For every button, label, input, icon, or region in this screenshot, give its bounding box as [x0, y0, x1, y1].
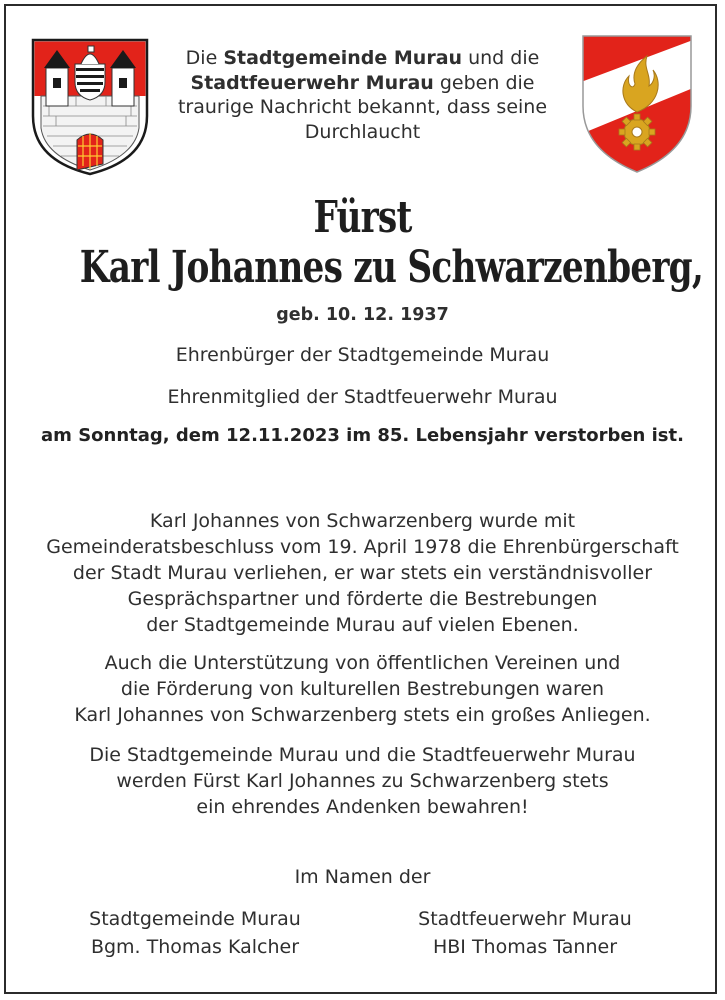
death-notice: am Sonntag, dem 12.11.2023 im 85. Lebensjahr verstorben ist. — [41, 425, 684, 446]
birth-date: geb. 10. 12. 1937 — [276, 305, 449, 325]
paragraph-remembrance — [20, 742, 705, 820]
paragraph-line: Auch die Unterstützung von öffentlichen Vereinen und — [104, 652, 621, 674]
paragraph-line: werden Fürst Karl Johannes zu Schwarzenberg stets — [116, 770, 609, 792]
signature-municipality — [35, 905, 355, 961]
signature-org: Stadtfeuerwehr Murau — [418, 908, 632, 930]
honor-citizen: Ehrenbürger der Stadtgemeinde Murau — [175, 344, 550, 366]
paragraph-line: Gemeinderatsbeschluss vom 19. April 1978 die Ehrenbürgerschaft — [46, 536, 679, 558]
signature-person: HBI Thomas Tanner — [432, 936, 618, 958]
paragraph-honorary-citizenship — [20, 508, 705, 638]
signature-org: Stadtgemeinde Murau — [89, 908, 301, 930]
intro-text — [160, 46, 565, 144]
signature-fire-brigade — [365, 905, 685, 961]
on-behalf-label: Im Namen der — [294, 866, 431, 888]
signature-person: Bgm. Thomas Kalcher — [90, 936, 300, 958]
paragraph-line: der Stadt Murau verliehen, er war stets ein verständnisvoller — [72, 562, 653, 584]
paragraph-line: ein ehrendes Andenken bewahren! — [196, 796, 529, 818]
paragraph-line: Karl Johannes von Schwarzenberg wurde mit — [149, 510, 576, 532]
intro-part2: und die — [462, 47, 540, 69]
paragraph-line: Karl Johannes von Schwarzenberg stets ein großes Anliegen. — [74, 704, 651, 726]
paragraph-line: der Stadtgemeinde Murau auf vielen Ebenen. — [146, 614, 579, 636]
honor-member: Ehrenmitglied der Stadtfeuerwehr Murau — [167, 386, 558, 408]
paragraph-support — [20, 650, 705, 728]
paragraph-line: Gesprächspartner und förderte die Bestrebungen — [127, 588, 598, 610]
intro-part3: geben die traurige Nachricht bekannt, dass seine Durchlaucht — [177, 71, 548, 143]
intro-part1: Die — [185, 47, 224, 69]
murau-coat-of-arms-icon — [31, 38, 149, 176]
intro-org1: Stadtgemeinde Murau — [223, 47, 463, 69]
deceased-name: Karl Johannes zu Schwarzenberg, — [79, 242, 704, 293]
paragraph-line: die Förderung von kulturellen Bestrebungen waren — [120, 678, 605, 700]
paragraph-line: Die Stadtgemeinde Murau und die Stadtfeuerwehr Murau — [89, 744, 636, 766]
deceased-title: Fürst — [313, 192, 412, 243]
fire-brigade-emblem-icon — [581, 34, 693, 174]
intro-org2: Stadtfeuerwehr Murau — [190, 71, 434, 94]
